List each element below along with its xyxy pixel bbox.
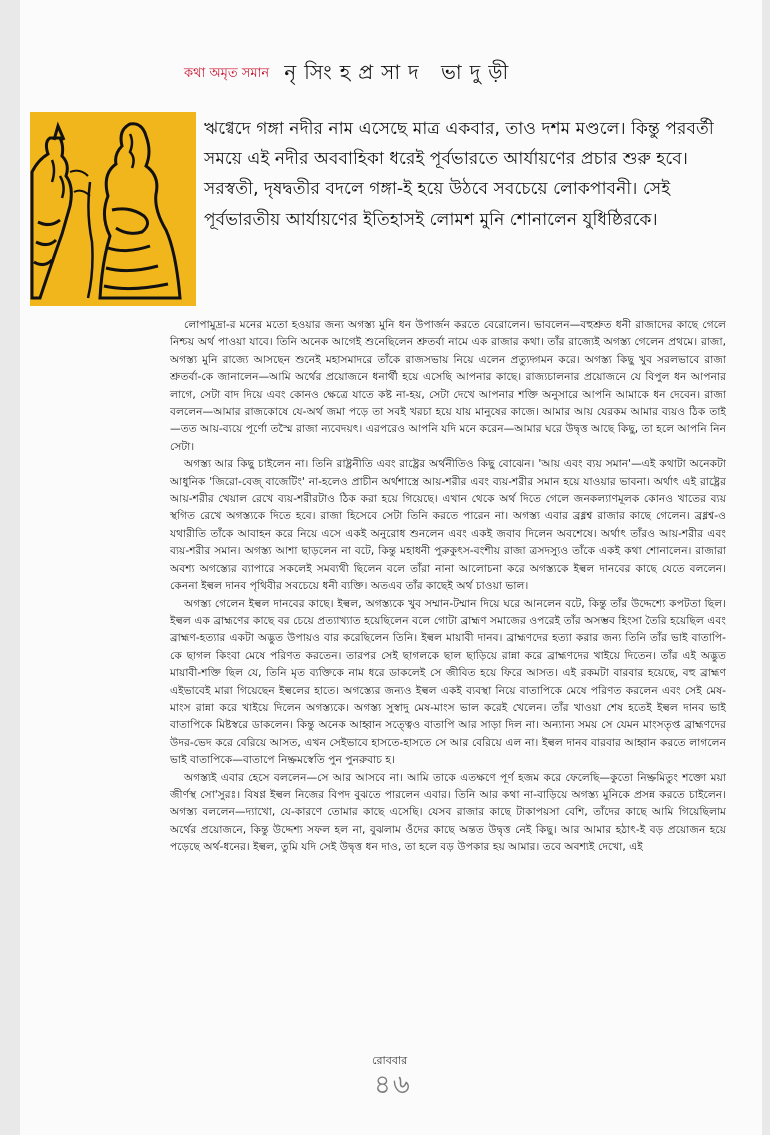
article-paragraph: অগস্ত্যই এবার হেসে বললেন—সে আর আসবে না। আমি তাকে এতক্ষণে পূর্ণ হজম করে ফেলেছি—কুতো নিষ্ক্রমিতুং শক্তো ময়া জীর্ণস্থ সো'সুরঃ। বিষণ্ণ ইল্বল নিজের বিপদ বুঝতে পারলেন এবার। তিনি আর কথা না-বাড়িয়ে অগস্ত্য মুনিকে প্রসন্ন করতে চাইলেন। অগস্ত্য বললেন—দ্যাখো, যে-কারণে তোমার কাছে এসেছি। যেসব রাজার কাছে টাকাপয়সা বেশি, তাঁদের কাছে আমি গিয়েছিলাম অর্থের প্রয়োজনে, কিন্তু উদ্দেশ্য সফল হল না, বুঝলাম ওঁদের কাছে অন্তত উদ্বৃত্ত নেই কিছু। আর আমার হঠাৎ-ই বড় প্রয়োজন হয়ে পড়েছে অর্থ-ধনের। ইল্বল, তুমি যদি সেই উদ্বৃত্ত ধন দাও, তা হলে বড় উপকার হয় আমার। তবে অবশ্যই দেখো, এই	[170, 770, 726, 854]
page-number: ৪৬	[374, 1070, 412, 1100]
article-paragraph: লোপামুদ্রা-র মনের মতো হওয়ার জন্য অগস্ত্য মুনি ধন উপার্জন করতে বেরোলেন। ভাবলেন—বহুশ্রুত ধনী রাজাদের কাছে গেলে নিশ্চয় অর্থ পাওয়া যাবে। তিনি অনেক আগেই শুনেছিলেন শ্রুতর্বা নামে এক রাজার কথা। তাঁর রাজ্যেই অগস্ত্য গেলেন প্রথমে। রাজা, অগস্ত্য মুনি রাজ্যে আসছেন শুনেই মহাসমাদরে তাঁকে রাজসভায় নিয়ে এলেন প্রত্যুদ্গমন করে। অগস্ত্য কিছু খুব সরলভাবে রাজা শ্রুতর্বা-কে জানালেন—আমি অর্থের প্রয়োজনে ধনার্থী হয়ে এসেছি আপনার কাছে। রাজ্যচালনার প্রয়োজনে যে বিপুল ধন আপনার লাগে, সেটা বাদ দিয়ে এবং কোনও ক্ষেত্রে যাতে কষ্ট না-হয়, সেটা দেখে আপনার শক্তি অনুসারে আপনি আমাকে ধন দেবেন। রাজা বললেন—আমার রাজকোষে যে-অর্থ জমা পড়ে তা সবই খরচা হয়ে যায় মানুষের কাজে। আমার আয় যেরকম আমার ব্যয়ও ঠিক তাই—তত আয়-ব্যয়ে পূর্ণো তস্মৈ রাজা ন্যবেদয়ৎ। এরপরেও আপনি যদি মনে করেন—আমার ঘরে উদ্বৃত্ত আছে কিছু, তা হলে আপনি নিন সেটা।	[170, 318, 726, 453]
article-paragraph: অগস্ত্য গেলেন ইল্বল দানবের কাছে। ইল্বল, অগস্ত্যকে খুব সম্মান-টম্মান দিয়ে ঘরে আনলেন বটে, কিন্তু তাঁর উদ্দেশ্যে কপটতা ছিল। ইল্বল এক ব্রাহ্মণের কাছে বর চেয়ে প্রত্যাখ্যাত হয়েছিলেন বলে গোটা ব্রাহ্মণ সমাজের ওপরেই তাঁর অসম্ভব হিংসা তৈরি হয়েছিল এবং ব্রাহ্মণ-হত্যার একটা অদ্ভুত উপায়ও বার করেছিলেন তিনি। ইল্বল মায়াবী দানব। ব্রাহ্মণদের হত্যা করার জন্য তিনি তাঁর ভাই বাতাপি-কে ছাগল কিংবা মেষে পরিণত করতেন। তারপর সেই ছাগলকে ছাল ছাড়িয়ে রান্না করে ব্রাহ্মণদের খাইয়ে দিতেন। তাঁর এই অদ্ভুত মায়াবী-শক্তি ছিল যে, তিনি মৃত ব্যক্তিকে নাম ধরে ডাকলেই সে জীবিত হয়ে ফিরে আসত। এই রকমটা বারবার হয়েছে, বহু ব্রাহ্মণ এইভাবেই মারা গিয়েছেন ইল্বলের হাতে। অগস্ত্যের জন্যও ইল্বল একই ব্যবস্থা নিয়ে বাতাপিকে মেষে পরিণত করলেন এবং সেই মেষ-মাংস রান্না করে খাইয়ে দিলেন অগস্ত্যকে। অগস্ত্য সুস্বাদু মেষ-মাংস ভাল করেই খেলেন। তাঁর খাওয়া শেষ হতেই ইল্বল দানব ভাই বাতাপিকে মিষ্টস্বরে ডাকলেন। কিন্তু অনেক আহ্বান সত্ত্বেও বাতাপি আর সাড়া দিল না। অন্যান্য সময় সে যেমন মাংসতৃপ্ত ব্রাহ্মণদের উদর-ভেদ করে বেরিয়ে আসত, এখন সেইভাবে হাসতে-হাসতে সে আর বেরিয়ে এল না। ইল্বল দানব বারবার আহ্বান করতে লাগলেন ভাই বাতাপিকে—বাতাপে নিষ্ক্রমস্বেতি পুন পুনরুবাচ হ।	[170, 596, 726, 767]
column-tag: কথা অমৃত সমান	[184, 66, 270, 81]
sage-illustration-icon	[30, 112, 196, 306]
article-paragraph: অগস্ত্য আর কিছু চাইলেন না। তিনি রাষ্ট্রনীতি এবং রাষ্ট্রের অর্থনীতিও কিছু বোঝেন। 'আয় এবং ব্যয় সমান'—এই কথাটা অনেকটা আধুনিক 'জিরো-বেজ্ বাজেটিং' না-হলেও প্রাচীন অর্থশাস্ত্রে আয়-শরীর এবং ব্যয়-শরীর সমান হয়ে যাওয়ার ভাবনা। অর্থাৎ এই রাষ্ট্রের আয়-শরীর খেয়াল রেখে ব্যয়-শরীরটাও ঠিক করা হয়ে গিয়েছে। এখান থেকে অর্থ দিতে গেলে জনকল্যাণমূলক কোনও খাতের ব্যয় স্থগিত রেখে অগস্ত্যকে দিতে হবে। রাজা হিসেবে সেটা তিনি করতে পারেন না। অগস্ত্য এবার ব্রধ্নশ্ব রাজার কাছে গেলেন। ব্রধ্নশ্ব-ও যথারীতি তাঁকে আবাহন করে নিয়ে এসে একই অনুরোধ শুনলেন এবং একই জবাব দিলেন অবশেষে। অর্থাৎ তাঁরও আয়-শরীর এবং ব্যয়-শরীর সমান। অগস্ত্য আশা ছাড়লেন না বটে, কিন্তু মহাধনী পুরুকুৎস-বংশীয় রাজা ত্রসদস্যুও তাঁকে একই কথা শোনালেন। রাজারা অবশ্য অগস্ত্যের ব্যাপারে সকলেই সমব্যথী ছিলেন বলে তাঁরা নানা আলোচনা করে অগস্ত্যকে ইল্বল দানবের কাছে যেতে বললেন। কেননা ইল্বল দানব পৃথিবীর সবচেয়ে ধনী ব্যক্তি। অতএব তাঁর কাছেই অর্থ চাওয়া ভাল।	[170, 457, 726, 593]
illustration-art	[30, 112, 196, 306]
article-body	[170, 316, 726, 856]
intro-text: ঋগ্বেদে গঙ্গা নদীর নাম এসেছে মাত্র একবার, তাও দশম মণ্ডলে। কিন্তু পরবর্তী সময়ে এই নদীর অববাহিকা ধরেই পূর্বভারতে আর্যায়ণের প্রচার শুরু হবে। সরস্বতী, দৃষদ্বতীর বদলে গঙ্গা-ই হয়ে উঠবে সবচেয়ে লোকপাবনী। সেই পূর্বভারতীয় আর্যায়ণের ইতিহাসই লোমশ মুনি শোনালেন যুধিষ্ঠিরকে।	[204, 119, 714, 230]
page-header	[184, 58, 516, 91]
author-name: নৃসিংহপ্রসাদ ভাদুড়ী	[284, 60, 517, 84]
footer-day: রোববার	[372, 1054, 408, 1067]
